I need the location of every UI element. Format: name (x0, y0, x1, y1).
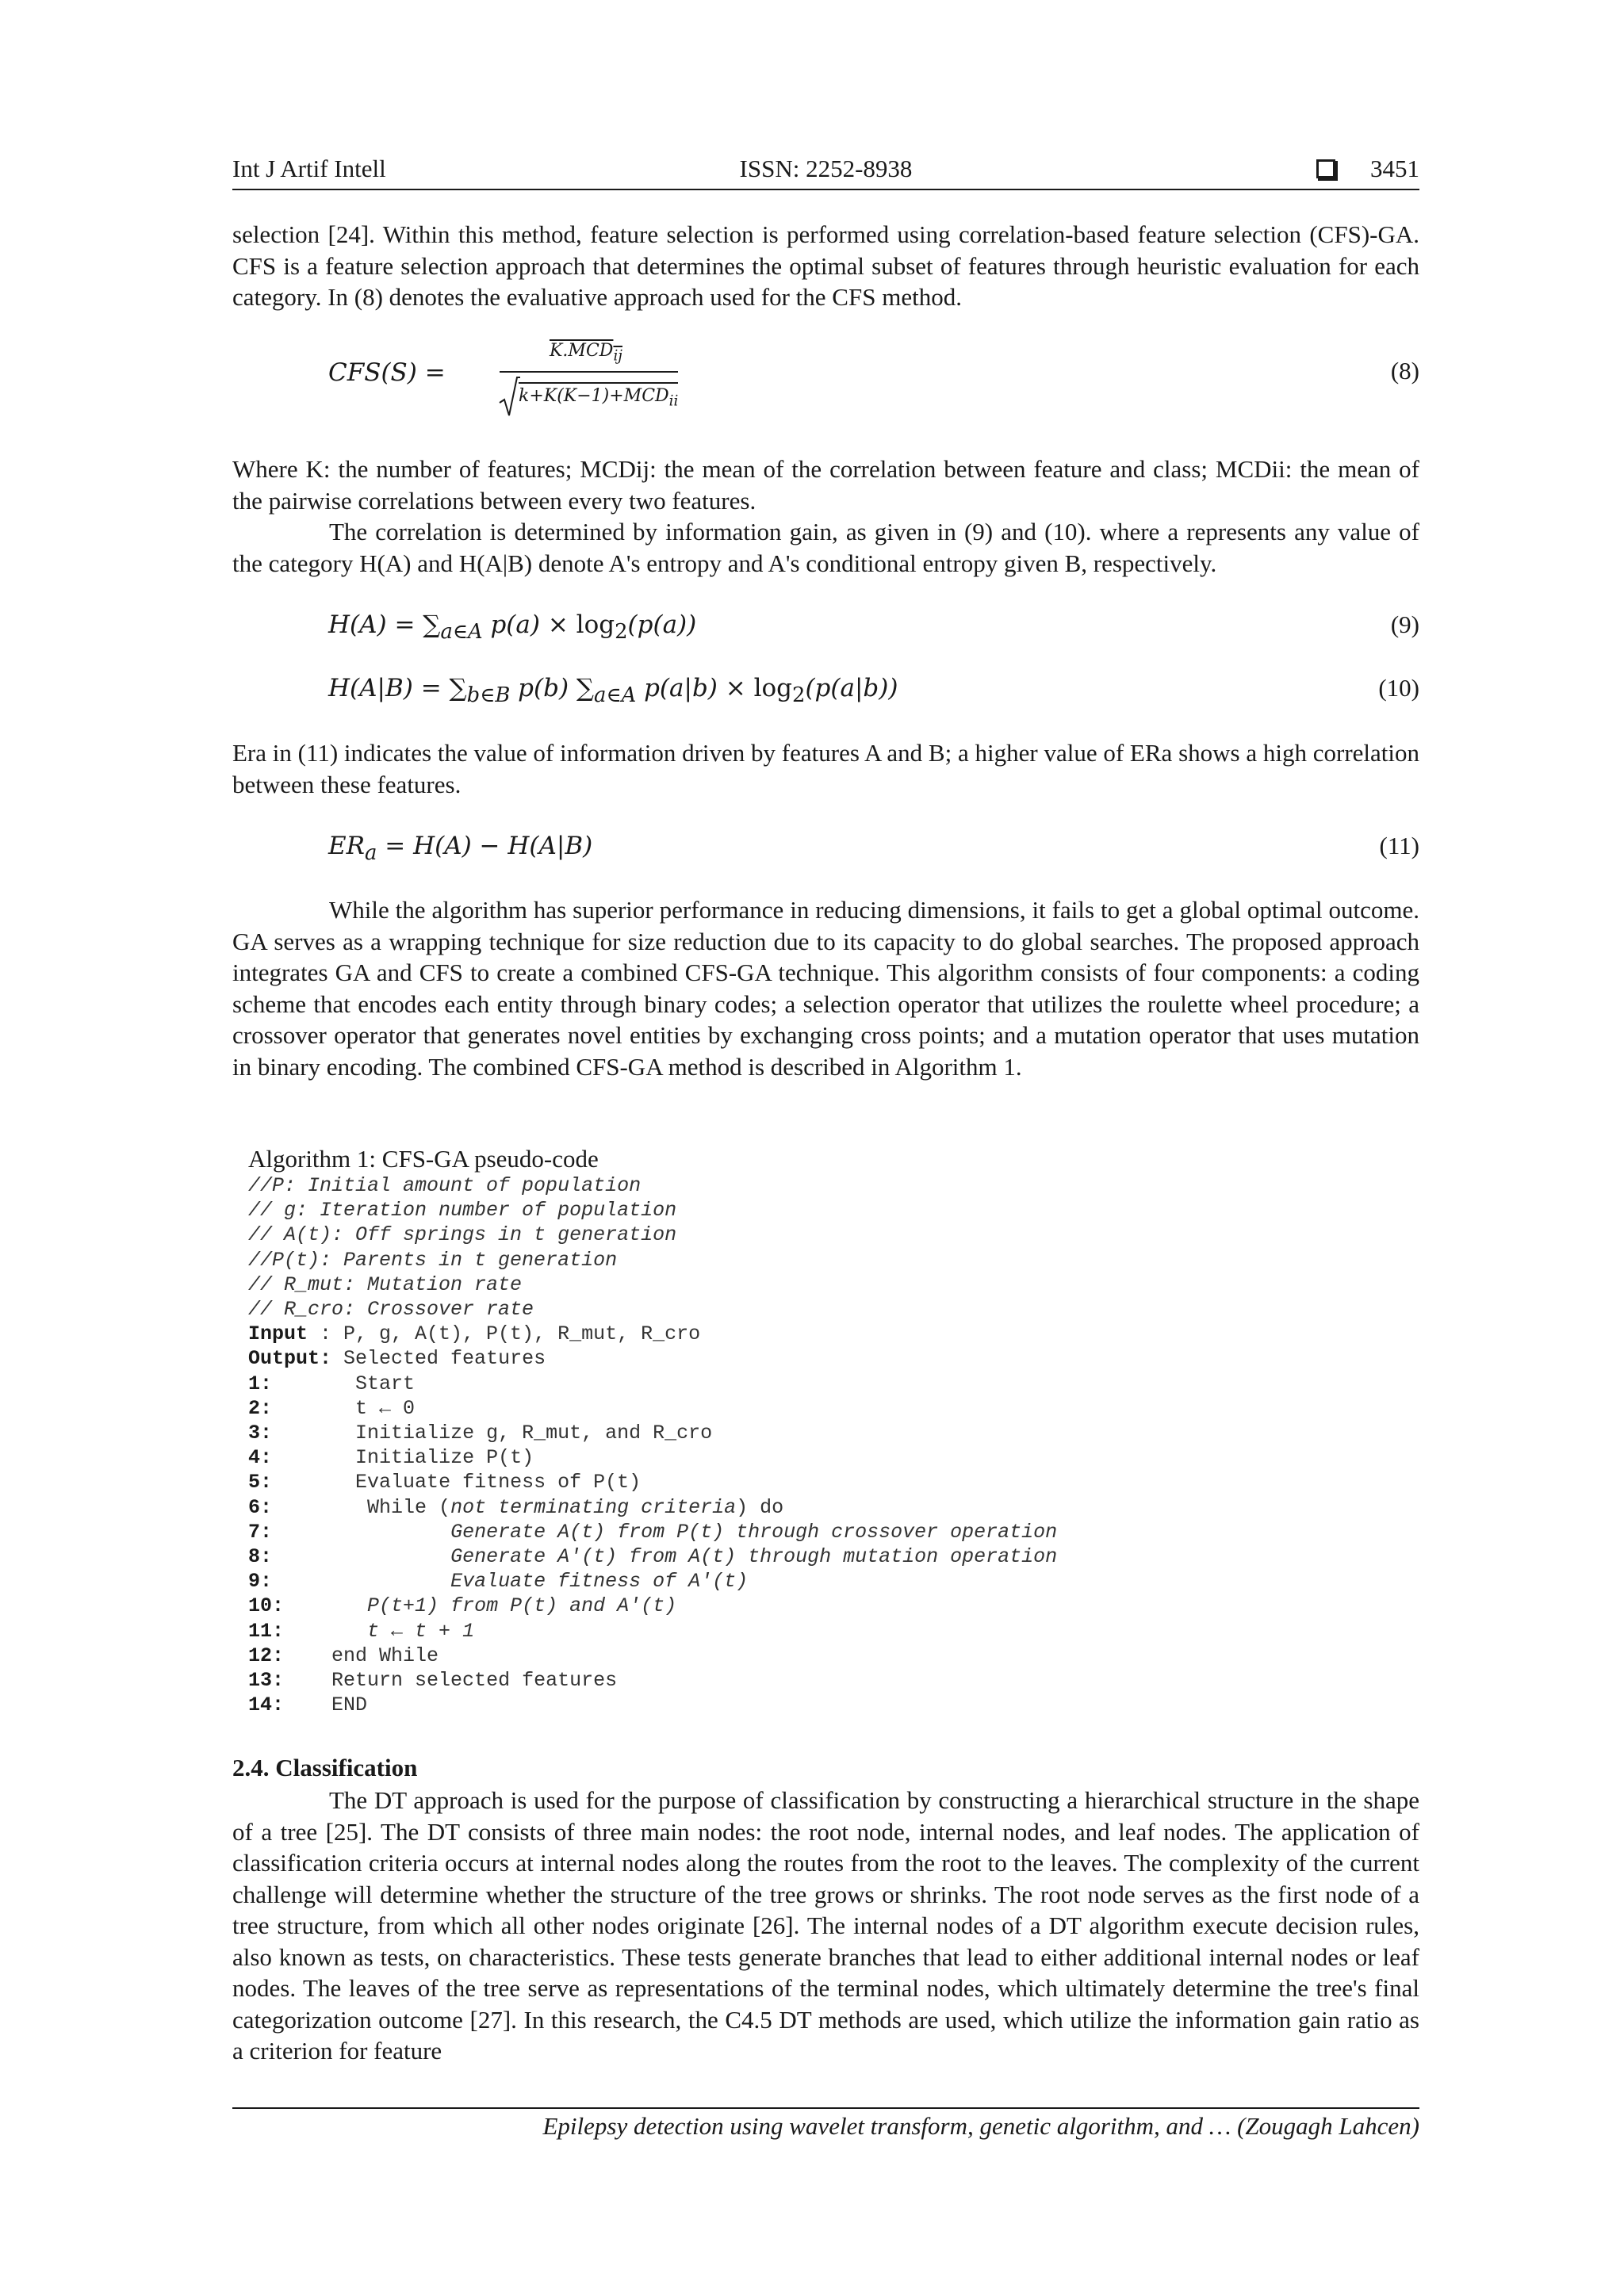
paragraph-3: The correlation is determined by information gain, as given in (9) and (10). where a represents any value of the category H(A) and H(A|B) denote A's entropy and A's conditional entropy given B, respectively. (232, 518, 1419, 577)
algo-comment: //P(t): Parents in t generation (248, 1248, 618, 1272)
paragraph-4: Era in (11) indicates the value of information driven by features A and B; a higher value of ERa shows a high correlation between these features. (232, 739, 1419, 798)
footer-rule (232, 2107, 1419, 2109)
algo-step-text: Generate A(t) from P(t) through crossover operation (450, 1520, 1058, 1544)
eq8-numerator: $K.MCD_{ij}$ (550, 341, 622, 365)
paragraph-1: selection [24]. Within this method, feature selection is performed using correlation-based feature selection (CFS)-GA. CFS is a feature selection approach that determines the optimal subset of features through heuristic evaluation for each category. In (8) denotes the evaluative approach used for the CFS method. (232, 220, 1419, 311)
algo-step-text: end While (331, 1644, 439, 1667)
algorithm-body (248, 1173, 1279, 1717)
algo-step-number: 8: (248, 1545, 273, 1569)
algo-step-number: 9: (248, 1570, 273, 1594)
algo-step-text: t ← 0 (355, 1396, 416, 1420)
fraction-bar (500, 371, 678, 373)
equation-9: $H(A) = \sum_{a\in A}$ $p(a) \times \log_2(p(a))$ (9) (328, 610, 1419, 645)
algo-comment: // R_cro: Crossover rate (248, 1298, 534, 1322)
algo-step (248, 1544, 1279, 1569)
algo-comment: // g: Iteration number of population (248, 1199, 677, 1223)
equation-11: $ER_a = H(A) - H(A|B)$ (11) (328, 832, 1419, 866)
algo-step-number: 2: (248, 1396, 273, 1420)
algo-step-text: t ← t + 1 (367, 1619, 475, 1643)
algo-output: Output: Selected features (248, 1347, 546, 1371)
algo-step-number: 10: (248, 1594, 285, 1618)
equation-8 (328, 338, 679, 425)
paragraph-2: Where K: the number of features; MCDij: the mean of the correlation between feature and class; MCDii: the mean of the pairwise correlations between every two features. (232, 455, 1419, 515)
eq8-number: (8) (1390, 357, 1419, 385)
algo-step-text: Evaluate fitness of P(t) (355, 1471, 642, 1494)
algo-comment: // R_mut: Mutation rate (248, 1272, 523, 1296)
algo-step-number: 4: (248, 1446, 273, 1470)
algo-step (248, 1470, 1279, 1494)
eq9-number: (9) (1390, 610, 1419, 638)
sqrt-icon (498, 376, 520, 417)
running-header (232, 155, 1419, 191)
algo-step-text: P(t+1) from P(t) and A'(t) (367, 1594, 677, 1618)
box-icon (1316, 159, 1335, 178)
algo-step (248, 1644, 1279, 1668)
algo-step-number: 14: (248, 1693, 285, 1717)
algo-step (248, 1668, 1279, 1693)
section-heading: 2.4. Classification (232, 1754, 418, 1781)
header-rule (232, 189, 1419, 190)
paragraph-5: While the algorithm has superior performance in reducing dimensions, it fails to get a global optimal outcome. GA serves as a wrapping technique for size reduction due to its capacity to do global searches. The proposed approach integrates GA and CFS to create a combined CFS-GA technique. This algorithm consists of four components: a coding scheme that encodes each entity through binary codes; a selection operator that utilizes the roulette wheel procedure; a crossover operator that generates novel entities by exchanging cross points; and a mutation operator that uses mutation in binary encoding. The combined CFS-GA method is described in Algorithm 1. (232, 896, 1419, 1081)
algo-step (248, 1445, 1279, 1470)
algo-step: 6: While ( not terminating criteria ) do (248, 1495, 784, 1519)
algo-step (248, 1396, 1279, 1421)
algo-step-number: 12: (248, 1644, 285, 1667)
algorithm-title: Algorithm 1: CFS-GA pseudo-code (248, 1145, 599, 1173)
algo-step-number: 5: (248, 1471, 273, 1494)
algo-step-number: 11: (248, 1619, 285, 1643)
algo-step (248, 1520, 1279, 1544)
algorithm-1 (248, 1145, 1279, 1717)
algo-step (248, 1594, 1279, 1618)
algo-step-text: Start (355, 1372, 416, 1395)
paragraph-6: The DT approach is used for the purpose of classification by constructing a hierarchical structure in the shape of a tree [25]. The DT consists of three main nodes: the root node, internal nodes, and leaf nodes. The application of classification criteria occurs at internal nodes along the routes from the root to the leaves. The complexity of the current challenge will determine whether the structure of the tree grows or shrinks. The root node serves as the first node of a tree structure, from which all other nodes originate [26]. The internal nodes of a DT algorithm execute decision rules, also known as tests, on characteristics. These tests generate branches that lead to either additional internal nodes or leaf nodes. The leaves of the tree serve as representations of the terminal nodes, which ultimately determine the tree's final categorization outcome [27]. In this research, the C4.5 DT methods are used, which utilize the information gain ratio as a criterion for feature (232, 1786, 1419, 2064)
issn: ISSN: 2252-8938 (739, 155, 913, 182)
algo-comment: //P: Initial amount of population (248, 1174, 642, 1197)
algo-step-number: 6: (248, 1495, 273, 1519)
algo-comment: // A(t): Off springs in t generation (248, 1223, 677, 1247)
eq8-denominator: $k+K(K-1)+MCD_{ii}$ (519, 382, 678, 409)
algo-step-number: 3: (248, 1422, 273, 1445)
algo-step (248, 1421, 1279, 1445)
running-footer: Epilepsy detection using wavelet transform, genetic algorithm, and … (Zougagh Lahcen) (542, 2112, 1419, 2140)
algo-step-text: Evaluate fitness of A'(t) (450, 1570, 749, 1594)
algo-step-text: Initialize P(t) (355, 1446, 534, 1470)
algo-step-text: END (331, 1693, 368, 1717)
page-number-group (1316, 155, 1419, 183)
equation-10: $H(A|B) = \sum_{b\in B}$ p(b) $\sum_{a\in A}$ $p(a|b) \times \log_2(p(a|b))$ (10) (328, 674, 1419, 708)
algo-input: Input : P, g, A(t), P(t), R_mut, R_cro (248, 1322, 701, 1346)
eq10-number: (10) (1378, 674, 1419, 702)
algo-step-number: 7: (248, 1520, 273, 1544)
algo-step (248, 1372, 1279, 1396)
algo-step-text: While ( (367, 1495, 451, 1519)
algo-step-text: Return selected features (331, 1669, 618, 1693)
eq11-number: (11) (1379, 832, 1419, 859)
journal-name: Int J Artif Intell (232, 155, 386, 182)
algo-step (248, 1569, 1279, 1594)
algo-step-number: 1: (248, 1372, 273, 1395)
algo-step (248, 1619, 1279, 1644)
eq8-lhs: CFS(S) = (328, 358, 446, 387)
algo-step-text: Initialize g, R_mut, and R_cro (355, 1422, 713, 1445)
algo-step (248, 1693, 1279, 1717)
algo-step-number: 13: (248, 1669, 285, 1693)
page-number: 3451 (1370, 155, 1419, 182)
algo-step-text: Generate A'(t) from A(t) through mutation operation (450, 1545, 1058, 1569)
